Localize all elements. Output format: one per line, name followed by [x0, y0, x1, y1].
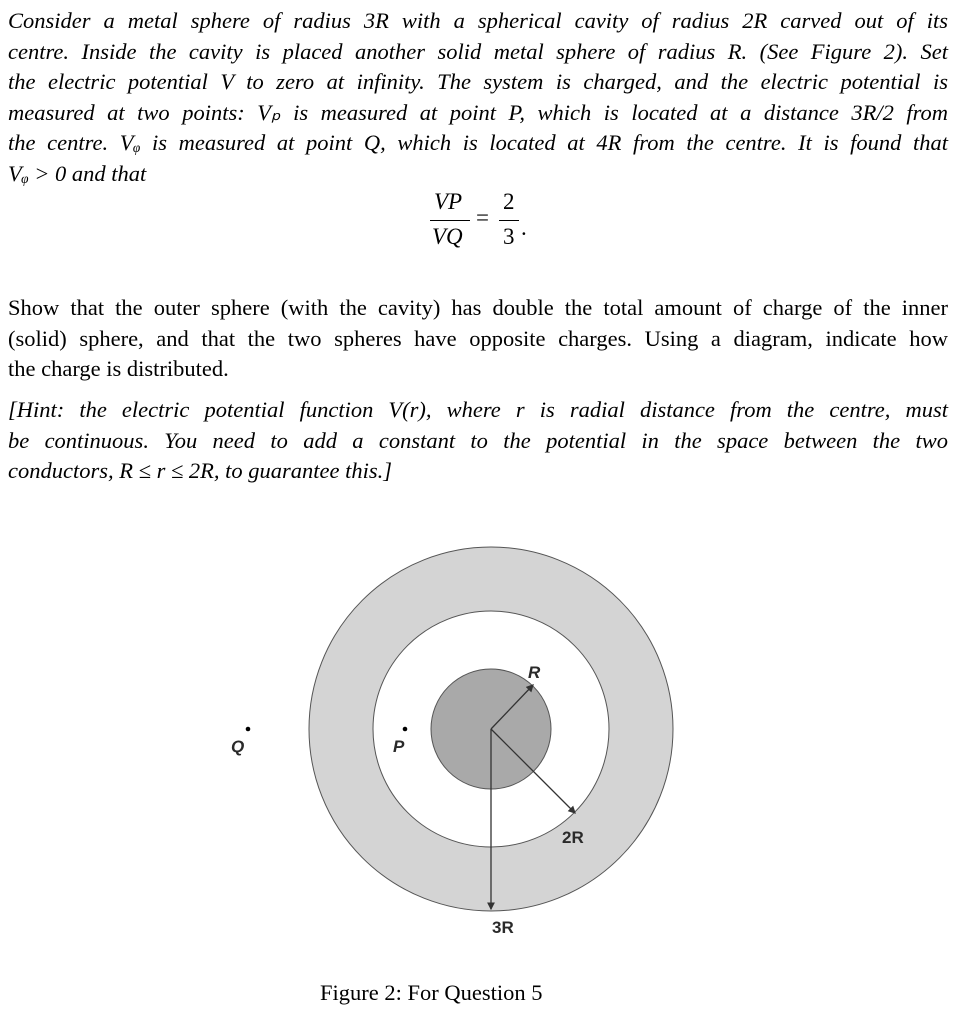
hint-paragraph [8, 395, 948, 487]
fraction-bar [499, 220, 519, 221]
hint-line: conductors, R ≤ r ≤ 2R, to guarantee this.] [8, 458, 393, 483]
intro-paragraph [8, 6, 948, 189]
intro-line: Consider a metal sphere of radius 3R with a spherical cavity of radius 2R carved out of its [8, 8, 948, 33]
point-q-marker [246, 727, 251, 732]
intro-line: the centre. Vᵩ is measured at point Q, which is located at 4R from the centre. It is found that [8, 130, 948, 155]
equation-numerator-2: 2 [503, 189, 515, 214]
question-line: the charge is distributed. [8, 356, 229, 381]
intro-line: measured at two points: Vₚ is measured at point P, which is located at a distance 3R/2 from [8, 99, 948, 125]
intro-line: Vᵩ > 0 and that [8, 160, 147, 186]
figure-caption: Figure 2: For Question 5 [320, 980, 543, 1005]
point-p-marker [403, 727, 408, 732]
label-p: P [393, 737, 405, 756]
hint-line: [Hint: the electric potential function V(r), where r is radial distance from the centre, must [8, 397, 948, 422]
hint-line: be continuous. You need to add a constant to the potential in the space between the two [8, 427, 948, 453]
fraction-bar [430, 220, 470, 221]
label-2r: 2R [562, 828, 584, 847]
label-3r: 3R [492, 918, 514, 937]
intro-line: centre. Inside the cavity is placed another solid metal sphere of radius R. (See Figure 2). Set [8, 38, 948, 64]
label-r: R [528, 663, 541, 682]
equation-denominator-vq: VQ [432, 224, 463, 249]
equation-numerator-vp: VP [434, 189, 463, 214]
question-line: Show that the outer sphere (with the cavity) has double the total amount of charge of the inner [8, 295, 948, 320]
label-q: Q [231, 737, 245, 756]
equation-denominator-3: 3 [503, 224, 515, 249]
concentric-spheres-figure [0, 520, 960, 1024]
question-line: (solid) sphere, and that the two spheres have opposite charges. Using a diagram, indicate how [8, 325, 948, 351]
equation-period: . [521, 215, 527, 240]
equals-sign: = [476, 205, 489, 230]
intro-line: the electric potential V to zero at infinity. The system is charged, and the electric potential is [8, 69, 948, 94]
question-paragraph [8, 293, 948, 385]
